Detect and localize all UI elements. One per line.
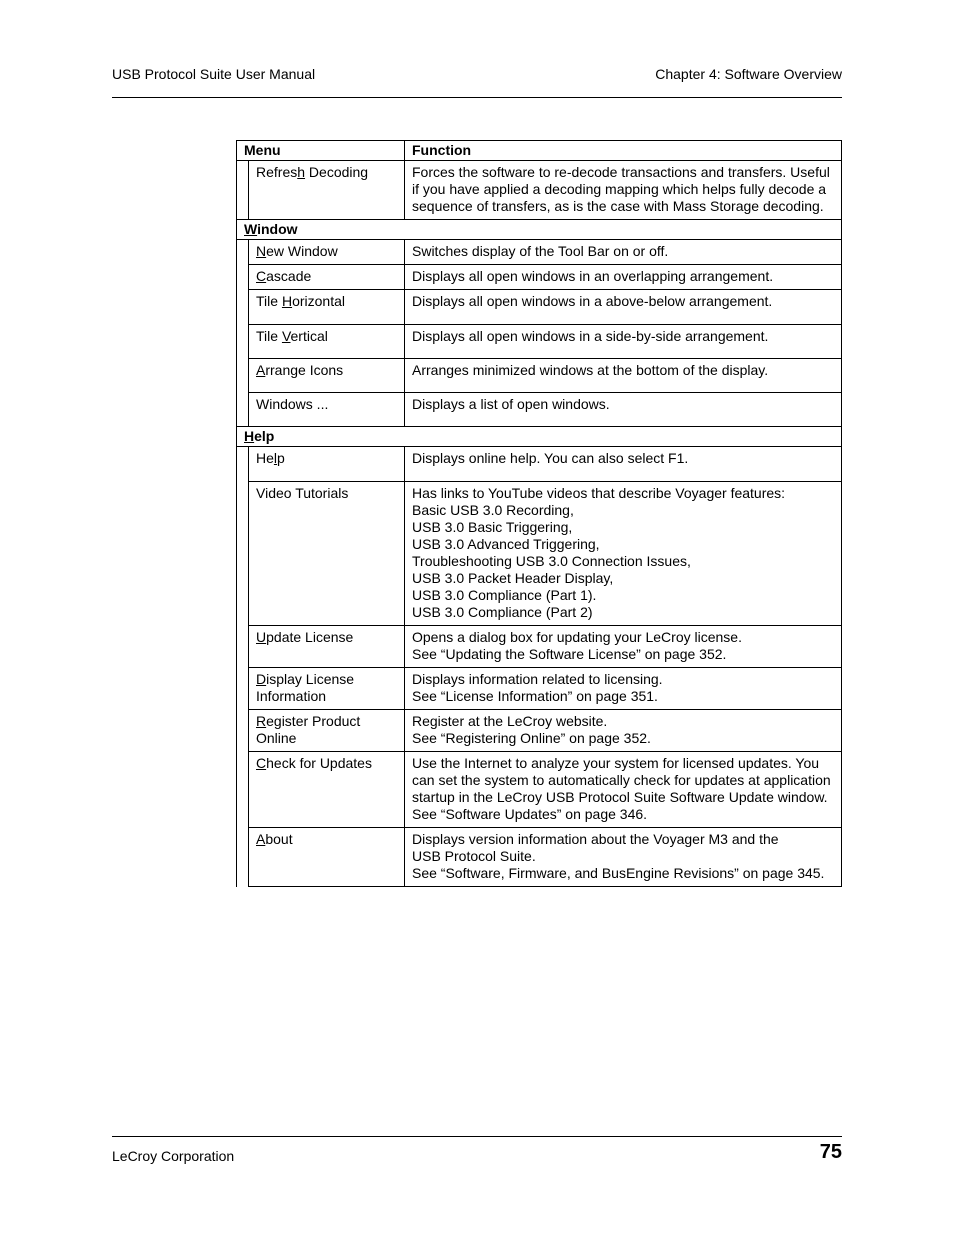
function-description: Displays version information about the Voyager M3 and the USB Protocol Suite. See “Software, Firmware, and BusEngine Revisions” on page 345. [405, 828, 842, 887]
function-description: Displays all open windows in a above-below arrangement. [405, 290, 842, 325]
page-number: 75 [819, 1141, 842, 1163]
footer-rule [112, 1136, 842, 1137]
table-row [237, 710, 842, 752]
table-row [237, 447, 842, 482]
table-row [237, 752, 842, 828]
function-description: Displays all open windows in a side-by-side arrangement. [405, 325, 842, 359]
menu-function-table [236, 140, 842, 887]
table-row [237, 359, 842, 393]
section-title-help: Help [237, 427, 842, 447]
table-row [237, 482, 842, 626]
function-description: Displays online help. You can also select F1. [405, 447, 842, 482]
function-description: Register at the LeCroy website. See “Registering Online” on page 352. [405, 710, 842, 752]
function-description: Use the Internet to analyze your system for licensed updates. You can set the system to automatically check for updates at application startup in the LeCroy USB Protocol Suite Software Update window. See “Software Updates” on page 346. [405, 752, 842, 828]
menu-item-windows-list: Windows ... [249, 393, 405, 427]
table-row [237, 626, 842, 668]
menu-item-tile-horizontal: Tile Horizontal [249, 290, 405, 325]
function-description: Opens a dialog box for updating your LeCroy license. See “Updating the Software License” on page 352. [405, 626, 842, 668]
table-row [237, 393, 842, 427]
section-row-window [237, 220, 842, 240]
menu-item-register-product-online: Register Product Online [249, 710, 405, 752]
running-header-title: USB Protocol Suite User Manual [112, 66, 316, 82]
menu-item-help: Help [249, 447, 405, 482]
table-row [237, 828, 842, 887]
function-description: Has links to YouTube videos that describe Voyager features: Basic USB 3.0 Recording, USB 3.0 Basic Triggering, USB 3.0 Advanced Triggering, Troubleshooting USB 3.0 Connection Issues, USB 3.0 Packet Header Display, USB 3.0 Compliance (Part 1). USB 3.0 Compliance (Part 2) [405, 482, 842, 626]
function-description: Arranges minimized windows at the bottom of the display. [405, 359, 842, 393]
table-row [237, 265, 842, 290]
menu-item-new-window: New Window [249, 240, 405, 265]
table-row [237, 668, 842, 710]
header-rule [112, 97, 842, 98]
table-row [237, 290, 842, 325]
menu-item-about: About [249, 828, 405, 887]
menu-item-arrange-icons: Arrange Icons [249, 359, 405, 393]
menu-column-header: Menu [237, 141, 405, 161]
menu-item-update-license: Update License [249, 626, 405, 668]
function-column-header: Function [405, 141, 842, 161]
table-row [237, 161, 842, 220]
table-row [237, 240, 842, 265]
menu-item-refresh-decoding: Refresh Decoding [249, 161, 405, 220]
footer-company: LeCroy Corporation [112, 1148, 235, 1164]
section-title-window: Window [237, 220, 842, 240]
menu-item-check-for-updates: Check for Updates [249, 752, 405, 828]
function-description: Displays all open windows in an overlapping arrangement. [405, 265, 842, 290]
running-header-chapter: Chapter 4: Software Overview [655, 66, 842, 82]
section-row-help [237, 427, 842, 447]
table-row [237, 325, 842, 359]
function-description: Switches display of the Tool Bar on or off. [405, 240, 842, 265]
function-description: Forces the software to re-decode transactions and transfers. Useful if you have applied a decoding mapping which helps fully decode a sequence of transfers, as is the case with Mass Storage decoding. [405, 161, 842, 220]
menu-item-tile-vertical: Tile Vertical [249, 325, 405, 359]
menu-item-cascade: Cascade [249, 265, 405, 290]
menu-item-video-tutorials: Video Tutorials [249, 482, 405, 626]
table-header-row [237, 141, 842, 161]
function-description: Displays information related to licensing. See “License Information” on page 351. [405, 668, 842, 710]
function-description: Displays a list of open windows. [405, 393, 842, 427]
menu-item-display-license-information: Display License Information [249, 668, 405, 710]
